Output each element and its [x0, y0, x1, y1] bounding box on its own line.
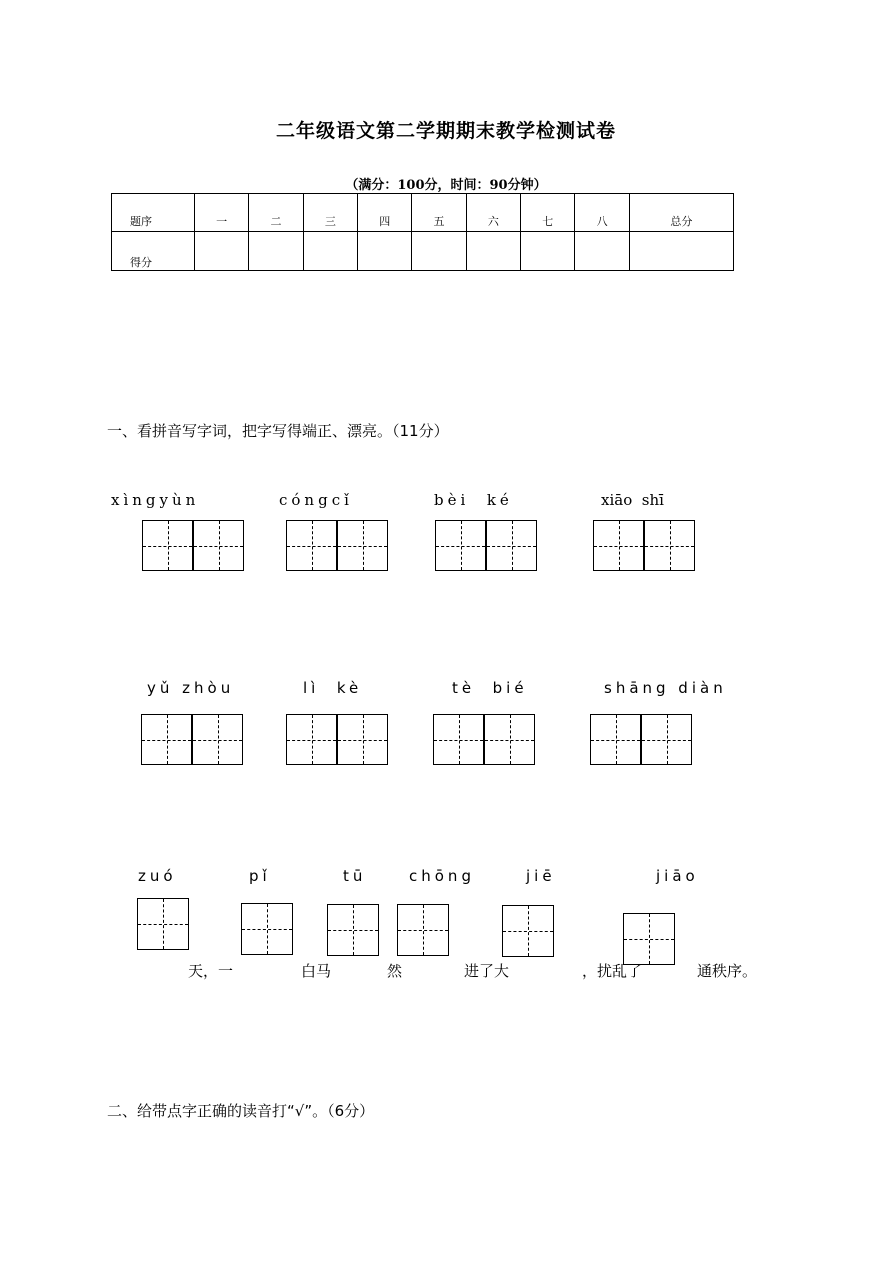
pinyin-zuo: zuó: [138, 867, 177, 885]
score-cell: [303, 232, 357, 271]
col-header-8: 八: [575, 194, 629, 232]
pinyin-pi: pǐ: [249, 867, 271, 885]
writing-box[interactable]: [241, 903, 293, 955]
pinyin-chong: chōng: [409, 867, 475, 885]
pinyin-tu: tū: [343, 867, 367, 885]
col-header-total: 总分: [629, 194, 733, 232]
score-cell: [629, 232, 733, 271]
writing-box[interactable]: [433, 714, 484, 765]
col-header-5: 五: [412, 194, 466, 232]
col-header-2: 二: [249, 194, 303, 232]
score-cell: [466, 232, 520, 271]
pinyin-tebie: tè bié: [452, 679, 528, 697]
col-header-7: 七: [521, 194, 575, 232]
writing-box[interactable]: [593, 520, 644, 571]
score-cell: [412, 232, 466, 271]
writing-box[interactable]: [502, 905, 554, 957]
score-cell: [195, 232, 249, 271]
col-header-4: 四: [358, 194, 412, 232]
pinyin-jie: jiē: [526, 867, 556, 885]
pinyin-like: lì kè: [303, 679, 363, 697]
sentence-part-3: 然: [387, 962, 403, 980]
writing-box[interactable]: [590, 714, 641, 765]
sentence-part-4: 进了大: [464, 962, 510, 980]
writing-box[interactable]: [484, 714, 535, 765]
score-cell: [521, 232, 575, 271]
score-table-header-row: [112, 194, 734, 232]
sentence-part-1: 天，一: [188, 962, 234, 980]
writing-box[interactable]: [193, 520, 244, 571]
section2-heading: 二、给带点字正确的读音打“√”。（6分）: [107, 1102, 375, 1120]
sentence-part-2: 白马: [301, 962, 332, 980]
writing-box[interactable]: [286, 520, 337, 571]
writing-box[interactable]: [192, 714, 243, 765]
pinyin-shangdian: shāng diàn: [604, 679, 727, 697]
score-table: [111, 193, 734, 271]
col-header-6: 六: [466, 194, 520, 232]
sentence-part-6: 通秩序。: [697, 962, 758, 980]
pinyin-jiao: jiāo: [656, 867, 699, 885]
writing-box[interactable]: [641, 714, 692, 765]
exam-info: （满分：100分，时间：90分钟）: [345, 178, 547, 193]
row-header-order: 题序: [112, 194, 195, 232]
page-title: 二年级语文第二学期期末教学检测试卷: [275, 120, 616, 142]
writing-box[interactable]: [137, 898, 189, 950]
pinyin-congci: cóngcǐ: [279, 491, 353, 509]
writing-box[interactable]: [397, 904, 449, 956]
writing-box[interactable]: [142, 520, 193, 571]
writing-box[interactable]: [623, 913, 675, 965]
pinyin-beike: bèi ké: [434, 491, 513, 509]
score-cell: [575, 232, 629, 271]
writing-box[interactable]: [327, 904, 379, 956]
writing-box[interactable]: [435, 520, 486, 571]
col-header-3: 三: [303, 194, 357, 232]
col-header-1: 一: [195, 194, 249, 232]
writing-box[interactable]: [644, 520, 695, 571]
writing-box[interactable]: [337, 714, 388, 765]
score-cell: [358, 232, 412, 271]
section1-heading: 一、看拼音写字词，把字写得端正、漂亮。（11分）: [107, 422, 449, 440]
writing-box[interactable]: [141, 714, 192, 765]
score-cell: [249, 232, 303, 271]
row-header-score: 得分: [112, 232, 195, 271]
writing-box[interactable]: [286, 714, 337, 765]
score-table-score-row: [112, 232, 734, 271]
sentence-part-5: ，扰乱了: [582, 962, 643, 980]
writing-box[interactable]: [337, 520, 388, 571]
pinyin-xingyun: xìngyùn: [111, 491, 200, 509]
pinyin-yuzhou: yǔ zhòu: [147, 679, 235, 697]
writing-box[interactable]: [486, 520, 537, 571]
pinyin-xiaoshi: xiāo shī: [601, 491, 664, 509]
